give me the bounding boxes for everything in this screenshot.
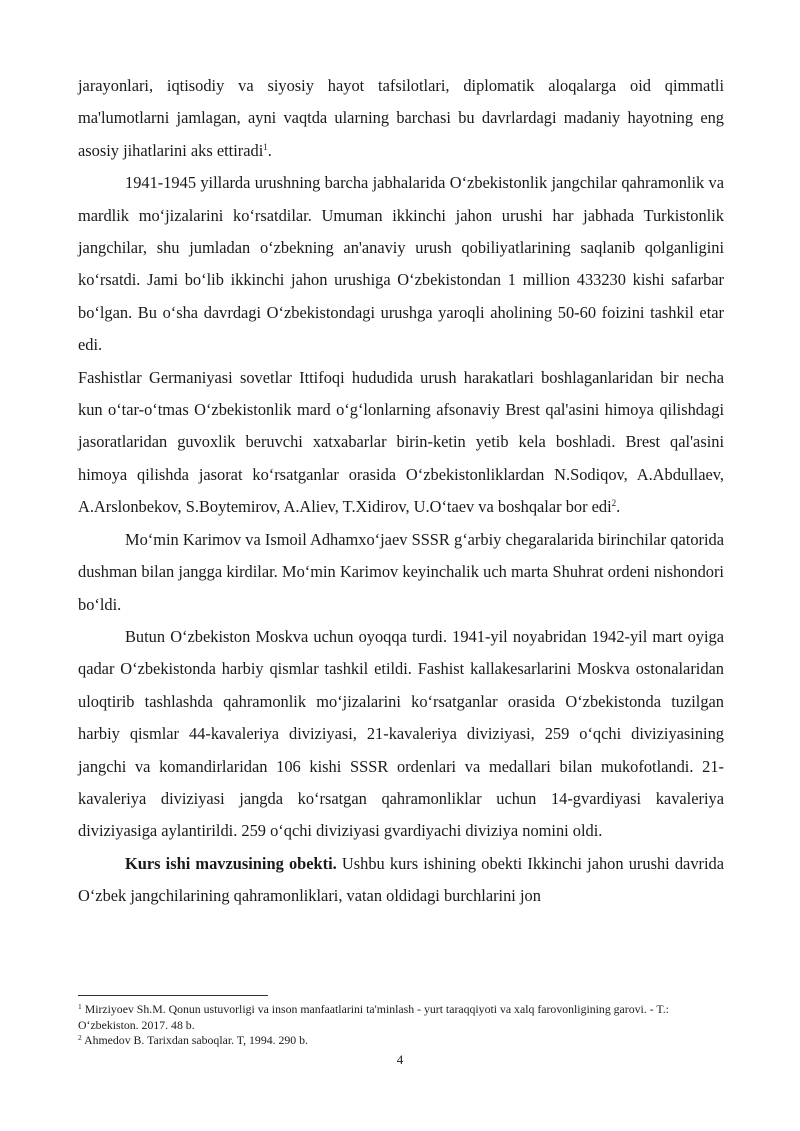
footnote-number: 2 (78, 1033, 82, 1042)
paragraph-4 (78, 524, 724, 621)
page-number: 4 (396, 1052, 404, 1067)
paragraph-text: 1941-1945 yillarda urushning barcha jabhalarida O‘zbekistonlik jangchilar qahramonlik va mardlik mo‘jizalarini ko‘rsatdilar. Umuman ikkinchi jahon urushi har jabhada Turkistonlik jangchilar, shu jumladan o‘zbekning an'anaviy urush qobiliyatlarining saqlanib qolganligini ko‘rsatdi. Jami bo‘lib ikkinchi jahon urushiga O‘zbekistondan 1 million 433230 kishi safarbar bo‘lgan. Bu o‘sha davrdagi O‘zbekistondagi urushga yaroqli aholining 50-60 foizini tashkil etar edi. (78, 173, 724, 355)
paragraph-1 (78, 70, 724, 167)
footnote-text: Mirziyoev Sh.M. Qonun ustuvorligi va inson manfaatlarini ta'minlash - yurt taraqqiyoti va xalq farovonligining garovi. - T.: O‘zbekiston. 2017. 48 b. (78, 1002, 669, 1032)
paragraph-6 (78, 848, 724, 913)
footnote-1 (78, 1002, 724, 1033)
paragraph-text: jarayonlari, iqtisodiy va siyosiy hayot tafsilotlari, diplomatik aloqalarga oid qimmatli ma'lumotlarni jamlagan, ayni vaqtda ularning barchasi bu davrlardagi madaniy hayotning eng asosiy jihatlarini aks ettiradi (78, 76, 724, 160)
footnotes (78, 1002, 724, 1049)
paragraph-text: Butun O‘zbekiston Moskva uchun oyoqqa turdi. 1941-yil noyabridan 1942-yil mart oyiga qadar O‘zbekistonda harbiy qismlar tashkil etildi. Fashist kallakesarlarini Moskva ostonalaridan uloqtirib tashlashda qahramonlik mo‘jizalarini ko‘rsatganlar orasida O‘zbekistonda tuzilgan harbiy qismlar 44-kavaleriya diviziyasi, 21-kavaleriya diviziyasi, 259 o‘qchi diviziyasining jangchi va komandirlaridan 106 kishi SSSR ordenlari va medallari bilan mukofotlandi. 21-kavaleriya diviziyasi jangda ko‘rsatgan qahramonliklar uchun 14-gvardiyasi kavaleriya diviziyasiga aylantirildi. 259 o‘qchi diviziyasi gvardiyachi diviziya nomini oldi. (78, 626, 724, 841)
paragraph-text: Ushbu kurs ishining obekti Ikkinchi jahon urushi davrida O‘zbek jangchilarining qahramonliklari, vatan oldidagi burchlarini jon (78, 853, 725, 906)
paragraph-text: Fashistlar Germaniyasi sovetlar Ittifoqi hududida urush harakatlari boshlaganlaridan bir necha kun o‘tar-o‘tmas O‘zbekistonlik mard o‘g‘lonlarning afsonaviy Brest qal'asini himoya qilishdagi jasoratlaridan guvoxlik beruvchi xatxabarlar birin-ketin yetib kela boshladi. Brest qal'asini himoya qilishda jasorat ko‘rsatganlar orasida O‘zbekistonliklardan N.Sodiqov, A.Abdullaev, A.Arslonbekov, S.Boytemirov, A.Aliev, T.Xidirov, U.O‘taev va boshqalar bor edi (78, 367, 724, 517)
paragraph-2 (78, 167, 724, 361)
footnote-2 (78, 1033, 724, 1049)
footnote-separator (78, 995, 268, 996)
footnote-number: 1 (78, 1002, 82, 1011)
section-lead-heading: Kurs ishi mavzusining obekti. (125, 853, 337, 873)
paragraph-end: . (267, 140, 272, 160)
paragraph-3 (78, 362, 724, 524)
paragraph-5 (78, 621, 724, 848)
body-text (78, 70, 724, 913)
footnote-ref-1: 1 (263, 141, 268, 152)
footnote-text: Ahmedov B. Tarixdan saboqlar. T, 1994. 290 b. (84, 1033, 309, 1047)
footnote-ref-2: 2 (611, 498, 617, 509)
paragraph-end: . (616, 497, 621, 517)
paragraph-text: Mo‘min Karimov va Ismoil Adhamxo‘jaev SSSR g‘arbiy chegaralarida birinchilar qatorida dushman bilan jangga kirdilar. Mo‘min Karimov keyinchalik uch marta Shuhrat ordeni nishondori bo‘ldi. (78, 529, 724, 614)
